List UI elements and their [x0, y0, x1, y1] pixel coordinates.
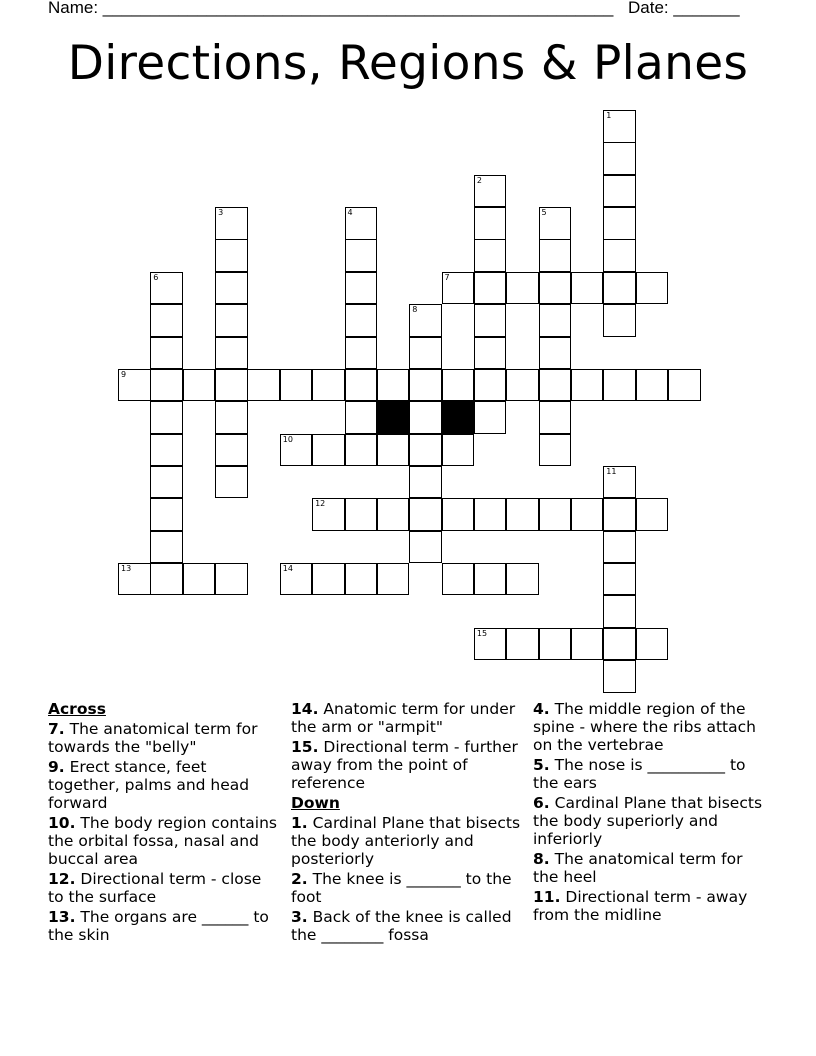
- grid-cell[interactable]: [474, 272, 507, 305]
- grid-cell[interactable]: [345, 272, 378, 305]
- grid-cell[interactable]: [280, 434, 313, 467]
- black-cell: [377, 401, 410, 434]
- grid-cell[interactable]: [312, 563, 345, 596]
- clue-column-3: [533, 700, 765, 926]
- grid-cell[interactable]: [474, 175, 507, 208]
- grid-cell[interactable]: [442, 563, 475, 596]
- clue-text: The anatomical term for towards the "belly": [48, 720, 258, 756]
- grid-cell[interactable]: [150, 466, 183, 499]
- grid-cell[interactable]: [150, 434, 183, 467]
- grid-cell[interactable]: [603, 142, 636, 175]
- grid-cell[interactable]: [474, 337, 507, 370]
- grid-cell[interactable]: [539, 272, 572, 305]
- grid-cell[interactable]: [539, 369, 572, 402]
- grid-cell[interactable]: [539, 239, 572, 272]
- grid-cell[interactable]: [150, 337, 183, 370]
- grid-cell[interactable]: [571, 272, 604, 305]
- grid-cell[interactable]: [409, 498, 442, 531]
- grid-cell[interactable]: [636, 498, 669, 531]
- grid-cell[interactable]: [539, 498, 572, 531]
- name-field[interactable]: Name: ______________________________________________________: [48, 0, 614, 17]
- clue-number: 3.: [291, 908, 308, 926]
- clue-text: The body region contains the orbital fossa, nasal and buccal area: [48, 814, 277, 868]
- clue-text: The knee is _______ to the foot: [291, 870, 512, 906]
- grid-cell[interactable]: [150, 369, 183, 402]
- grid-cell[interactable]: [377, 498, 410, 531]
- grid-cell[interactable]: [345, 401, 378, 434]
- grid-cell[interactable]: [474, 563, 507, 596]
- grid-cell[interactable]: [345, 207, 378, 240]
- cell-number: 4: [347, 208, 353, 218]
- grid-cell[interactable]: [409, 304, 442, 337]
- clue-down-6: [533, 794, 765, 848]
- cell-number: 3: [218, 208, 224, 218]
- clue-text: Directional term - further away from the point of reference: [291, 738, 518, 792]
- grid-cell[interactable]: [603, 110, 636, 143]
- grid-cell[interactable]: [603, 466, 636, 499]
- grid-cell[interactable]: [636, 369, 669, 402]
- grid-cell[interactable]: [506, 628, 539, 661]
- cell-number: 13: [121, 563, 132, 573]
- grid-cell[interactable]: [345, 369, 378, 402]
- cell-number: 9: [121, 369, 127, 379]
- grid-cell[interactable]: [409, 369, 442, 402]
- clue-number: 5.: [533, 756, 550, 774]
- grid-cell[interactable]: [603, 175, 636, 208]
- clue-number: 1.: [291, 814, 308, 832]
- clue-across-13: [48, 908, 280, 944]
- clue-number: 4.: [533, 700, 550, 718]
- clue-text: The anatomical term for the heel: [533, 850, 743, 886]
- grid-cell[interactable]: [215, 563, 248, 596]
- cell-number: 7: [444, 272, 450, 282]
- grid-cell[interactable]: [150, 304, 183, 337]
- clue-across-14: [291, 700, 523, 736]
- grid-cell[interactable]: [215, 401, 248, 434]
- grid-cell[interactable]: [215, 304, 248, 337]
- grid-cell[interactable]: [377, 434, 410, 467]
- grid-cell[interactable]: [312, 369, 345, 402]
- grid-cell[interactable]: [377, 369, 410, 402]
- grid-cell[interactable]: [571, 628, 604, 661]
- grid-cell[interactable]: [571, 498, 604, 531]
- grid-cell[interactable]: [442, 434, 475, 467]
- clue-across-7: [48, 720, 280, 756]
- grid-cell[interactable]: [539, 628, 572, 661]
- grid-cell[interactable]: [442, 498, 475, 531]
- grid-cell[interactable]: [183, 369, 216, 402]
- grid-cell[interactable]: [118, 369, 151, 402]
- clue-number: 2.: [291, 870, 308, 888]
- grid-cell[interactable]: [539, 207, 572, 240]
- grid-cell[interactable]: [603, 498, 636, 531]
- grid-cell[interactable]: [345, 498, 378, 531]
- grid-cell[interactable]: [603, 563, 636, 596]
- cell-number: 2: [476, 175, 482, 185]
- clue-number: 15.: [291, 738, 319, 756]
- clue-down-8: [533, 850, 765, 886]
- clue-number: 9.: [48, 758, 65, 776]
- cell-number: 6: [153, 272, 159, 282]
- grid-cell[interactable]: [215, 272, 248, 305]
- grid-cell[interactable]: [150, 498, 183, 531]
- grid-cell[interactable]: [539, 304, 572, 337]
- clue-text: The organs are ______ to the skin: [48, 908, 269, 944]
- down-heading: Down: [291, 794, 340, 812]
- clue-text: Cardinal Plane that bisects the body anteriorly and posteriorly: [291, 814, 521, 868]
- clue-text: The middle region of the spine - where the ribs attach on the vertebrae: [533, 700, 756, 754]
- grid-cell[interactable]: [603, 628, 636, 661]
- grid-cell[interactable]: [571, 369, 604, 402]
- cell-number: 8: [412, 305, 418, 315]
- grid-cell[interactable]: [474, 401, 507, 434]
- clue-down-3: [291, 908, 523, 944]
- grid-cell[interactable]: [603, 660, 636, 693]
- grid-cell[interactable]: [442, 272, 475, 305]
- grid-cell[interactable]: [603, 304, 636, 337]
- cell-number: 10: [282, 434, 293, 444]
- cell-number: 5: [541, 208, 547, 218]
- black-cell: [442, 401, 475, 434]
- grid-cell[interactable]: [150, 272, 183, 305]
- grid-cell[interactable]: [603, 531, 636, 564]
- clue-down-5: [533, 756, 765, 792]
- grid-cell[interactable]: [603, 239, 636, 272]
- grid-cell[interactable]: [150, 401, 183, 434]
- date-field[interactable]: Date: _______: [628, 0, 740, 17]
- cell-number: 11: [606, 466, 617, 476]
- grid-cell[interactable]: [506, 563, 539, 596]
- clue-text: Directional term - close to the surface: [48, 870, 262, 906]
- clue-number: 13.: [48, 908, 76, 926]
- grid-cell[interactable]: [215, 337, 248, 370]
- grid-cell[interactable]: [442, 369, 475, 402]
- clue-text: Cardinal Plane that bisects the body superiorly and inferiorly: [533, 794, 763, 848]
- grid-cell[interactable]: [474, 498, 507, 531]
- cell-number: 12: [315, 499, 326, 509]
- grid-cell[interactable]: [312, 498, 345, 531]
- clue-text: Directional term - away from the midline: [533, 888, 748, 924]
- grid-cell[interactable]: [409, 401, 442, 434]
- grid-cell[interactable]: [280, 563, 313, 596]
- grid-cell[interactable]: [474, 304, 507, 337]
- grid-cell[interactable]: [506, 272, 539, 305]
- grid-cell[interactable]: [506, 498, 539, 531]
- cell-number: 15: [476, 628, 488, 638]
- grid-cell[interactable]: [603, 595, 636, 628]
- grid-cell[interactable]: [668, 369, 701, 402]
- grid-cell[interactable]: [603, 369, 636, 402]
- clue-number: 11.: [533, 888, 561, 906]
- grid-cell[interactable]: [345, 239, 378, 272]
- grid-cell[interactable]: [636, 272, 669, 305]
- grid-cell[interactable]: [474, 239, 507, 272]
- grid-cell[interactable]: [539, 434, 572, 467]
- grid-cell[interactable]: [409, 531, 442, 564]
- clue-down-1: [291, 814, 523, 868]
- grid-cell[interactable]: [474, 628, 507, 661]
- grid-cell[interactable]: [345, 337, 378, 370]
- clue-down-11: [533, 888, 765, 924]
- clue-across-9: [48, 758, 280, 812]
- grid-cell[interactable]: [150, 563, 183, 596]
- grid-cell[interactable]: [215, 466, 248, 499]
- clue-column-1: [48, 700, 280, 946]
- clue-across-15: [291, 738, 523, 792]
- grid-cell[interactable]: [345, 434, 378, 467]
- clue-number: 10.: [48, 814, 76, 832]
- clue-number: 12.: [48, 870, 76, 888]
- grid-cell[interactable]: [215, 239, 248, 272]
- grid-cell[interactable]: [118, 563, 151, 596]
- grid-cell[interactable]: [280, 369, 313, 402]
- cell-number: 14: [282, 563, 293, 573]
- grid-cell[interactable]: [345, 304, 378, 337]
- grid-cell[interactable]: [409, 466, 442, 499]
- grid-cell[interactable]: [506, 369, 539, 402]
- grid-cell[interactable]: [603, 272, 636, 305]
- grid-cell[interactable]: [636, 628, 669, 661]
- grid-cell[interactable]: [539, 337, 572, 370]
- across-heading: Across: [48, 700, 106, 718]
- grid-cell[interactable]: [409, 337, 442, 370]
- grid-cell[interactable]: [215, 369, 248, 402]
- clue-number: 7.: [48, 720, 65, 738]
- grid-cell[interactable]: [215, 207, 248, 240]
- clue-text: Anatomic term for under the arm or "armpit": [291, 700, 516, 736]
- grid-cell[interactable]: [474, 369, 507, 402]
- grid-cell[interactable]: [377, 563, 410, 596]
- clue-down-4: [533, 700, 765, 754]
- grid-cell[interactable]: [603, 207, 636, 240]
- grid-cell[interactable]: [345, 563, 378, 596]
- grid-cell[interactable]: [150, 531, 183, 564]
- page-title: Directions, Regions & Planes: [67, 36, 749, 91]
- grid-cell[interactable]: [474, 207, 507, 240]
- grid-cell[interactable]: [183, 563, 216, 596]
- grid-cell[interactable]: [215, 434, 248, 467]
- clue-across-10: [48, 814, 280, 868]
- clue-number: 14.: [291, 700, 319, 718]
- clue-across-12: [48, 870, 280, 906]
- grid-cell[interactable]: [409, 434, 442, 467]
- grid-cell[interactable]: [312, 434, 345, 467]
- clue-number: 6.: [533, 794, 550, 812]
- grid-cell[interactable]: [247, 369, 280, 402]
- clue-column-2: [291, 700, 523, 946]
- clue-number: 8.: [533, 850, 550, 868]
- clue-text: The nose is __________ to the ears: [533, 756, 746, 792]
- clue-down-2: [291, 870, 523, 906]
- clue-text: Erect stance, feet together, palms and head forward: [48, 758, 250, 812]
- grid-cell[interactable]: [539, 401, 572, 434]
- clue-text: Back of the knee is called the ________ fossa: [291, 908, 512, 944]
- cell-number: 1: [606, 111, 612, 120]
